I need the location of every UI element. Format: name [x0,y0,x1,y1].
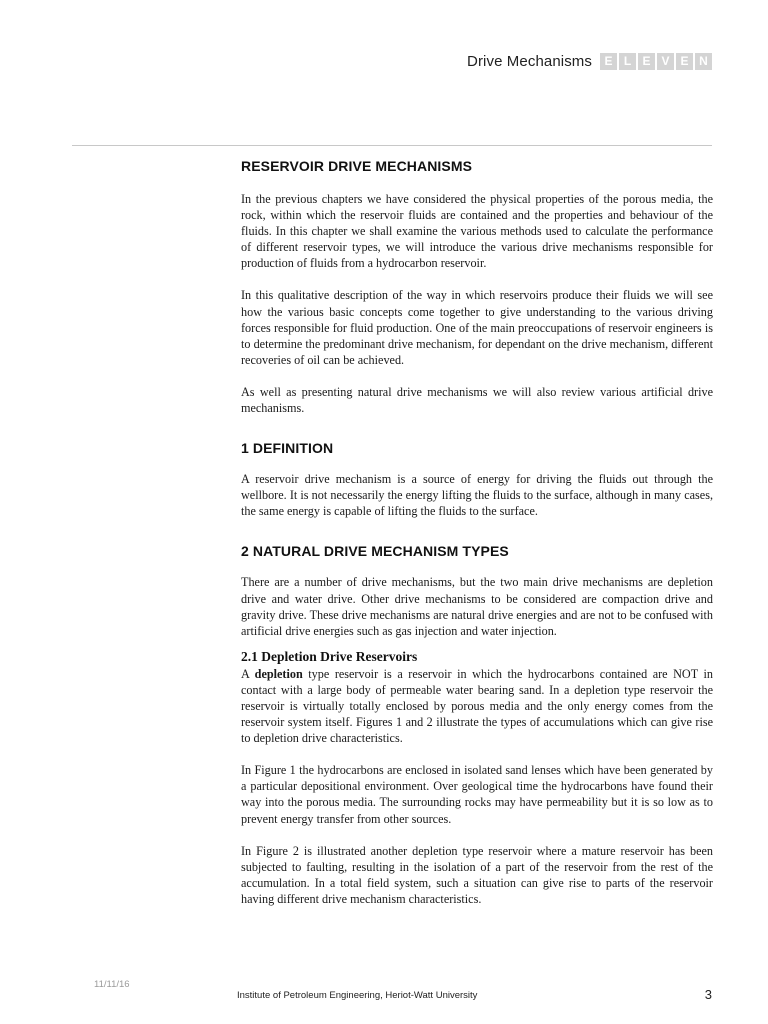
page-number: 3 [704,987,712,1002]
subsection-heading-depletion: 2.1 Depletion Drive Reservoirs [241,648,418,664]
natural-drive-paragraph: There are a number of drive mechanisms, but the two main drive mechanisms are depletion drive and water drive. Other drive mechanisms to be considered are compaction drive and gravity drive. These drive mechanisms are natural drive energies and are not to be confused with artificial drive energies such as gas injection and water injection. [241,575,713,638]
running-header [467,50,712,72]
chapter-number-boxes [600,53,712,70]
section-heading-definition: 1 DEFINITION [241,440,334,457]
depletion-term: depletion [254,666,303,681]
header-divider [72,145,712,146]
depletion-paragraph-1: A depletion type reservoir is a reservoir in which the hydrocarbons contained are NOT in contact with a large body of permeable water bearing sand. In a depletion type reservoir the reservoir is virtually totally enclosed by porous media and the only energy comes from the reservoir system itself. Figures 1 and 2 illustrate the types of accumulations which can give rise to depletion drive characteristics. [241,666,713,746]
footer-institution: Institute of Petroleum Engineering, Heriot-Watt University [237,990,478,1001]
depletion-paragraph-3: In Figure 2 is illustrated another depletion type reservoir where a mature reservoir has been subjected to faulting, resulting in the isolation of a part of the reservoir from the rest of the accumulation. In a total field system, such a situation can give rise to parts of the reservoir having different drive mechanism characteristics. [241,843,713,906]
chapter-letter-box: V [657,53,674,70]
footer-date: 11/11/16 [94,979,130,990]
chapter-letter-box: N [695,53,712,70]
definition-paragraph: A reservoir drive mechanism is a source of energy for driving the fluids out through the wellbore. It is not necessarily the energy lifting the fluids to the surface, although in many cases, the same energy is capable of lifting the fluids to the surface. [241,472,713,519]
chapter-letter-box: E [600,53,617,70]
running-header-title: Drive Mechanisms [467,52,592,70]
intro-paragraph-2: In this qualitative description of the way in which reservoirs produce their fluids we will see how the various basic concepts come together to give understanding to the various driving forces responsible for fluid production. One of the main preoccupations of reservoir engineers is to determine the predominant drive mechanism, for dependant on the drive mechanism, different recoveries of oil can be achieved. [241,288,713,367]
chapter-title: RESERVOIR DRIVE MECHANISMS [241,158,473,174]
section-heading-natural-drive: 2 NATURAL DRIVE MECHANISM TYPES [241,543,509,560]
chapter-letter-box: E [638,53,655,70]
depletion-paragraph-2: In Figure 1 the hydrocarbons are enclosed in isolated sand lenses which have been generated by a particular depositional environment. Over geological time the hydrocarbons have found their way into the porous media. The surrounding rocks may have permeability but it is so low as to prevent energy transfer from other sources. [241,763,713,826]
chapter-letter-box: E [676,53,693,70]
chapter-letter-box: L [619,53,636,70]
intro-paragraph-3: As well as presenting natural drive mechanisms we will also review various artificial drive mechanisms. [241,384,713,416]
page-body [241,158,713,907]
intro-paragraph-1: In the previous chapters we have considered the physical properties of the porous media, the rock, within which the reservoir fluids are contained and the properties and behaviour of the fluids. In this chapter we shall examine the various methods used to calculate the performance of different reservoir types, we will introduce the various drive mechanisms responsible for production of fluids from a hydrocarbon reservoir. [241,192,713,271]
